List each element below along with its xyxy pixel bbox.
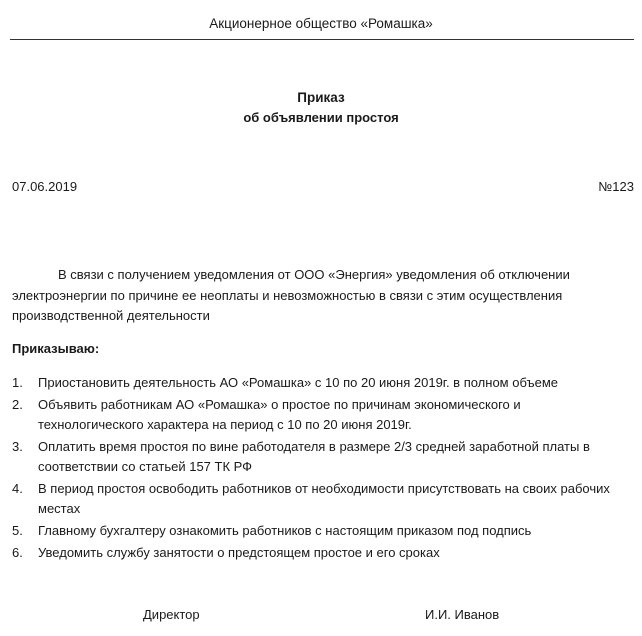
item-text: Уведомить службу занятости о предстоящем простое и его сроках [38, 545, 440, 560]
list-item [12, 373, 637, 393]
header-divider [10, 39, 634, 40]
item-text: Оплатить время простоя по вине работодателя в размере 2/3 средней заработной платы в [38, 439, 590, 454]
order-heading: Приказываю: [12, 341, 100, 356]
item-text: Приостановить деятельность АО «Ромашка» с 10 по 20 июня 2019г. в полном объеме [38, 375, 558, 390]
list-item [12, 479, 637, 519]
signature-name: И.И. Иванов [425, 607, 500, 622]
list-item [12, 395, 637, 435]
company-name: Акционерное общество «Ромашка» [209, 16, 433, 31]
item-number: 4. [12, 481, 23, 496]
preamble-line: В связи с получением уведомления от ООО «Энергия» уведомления об отключении [58, 267, 570, 282]
item-number: 1. [12, 375, 23, 390]
item-text: технологического характера на период с 10 по 20 июня 2019г. [38, 417, 412, 432]
document-title: Приказ [297, 90, 345, 105]
item-text: местах [38, 501, 81, 516]
item-text: соответствии со статьей 157 ТК РФ [38, 459, 253, 474]
document-number: №123 [598, 179, 634, 194]
signature-role: Директор [143, 607, 200, 622]
item-text: Объявить работникам АО «Ромашка» о простое по причинам экономического и [38, 397, 521, 412]
order-items-list [12, 373, 637, 565]
list-item [12, 521, 637, 541]
item-text: Главному бухгалтеру ознакомить работников с настоящим приказом под подпись [38, 523, 532, 538]
item-text: В период простоя освободить работников от необходимости присутствовать на своих рабочих [38, 481, 610, 496]
list-item [12, 543, 637, 563]
preamble-line: производственной деятельности [12, 308, 210, 323]
item-number: 3. [12, 439, 23, 454]
preamble-line: электроэнергии по причине ее неоплаты и невозможностью в связи с этим осуществления [12, 287, 563, 303]
preamble-paragraph [12, 265, 632, 327]
document-date: 07.06.2019 [12, 179, 78, 194]
list-item [12, 437, 637, 477]
item-number: 5. [12, 523, 23, 538]
item-number: 6. [12, 545, 23, 560]
item-number: 2. [12, 397, 23, 412]
document-subtitle: об объявлении простоя [243, 110, 399, 125]
